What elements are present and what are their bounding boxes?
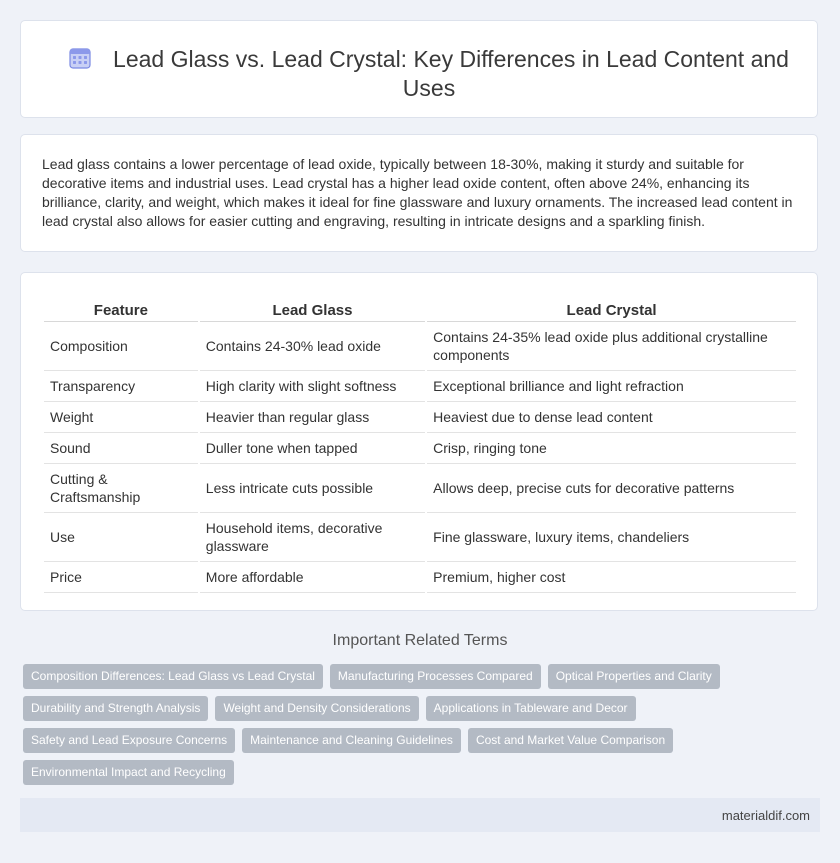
cell-lead-crystal: Exceptional brilliance and light refraction (427, 371, 796, 402)
cell-lead-glass: Duller tone when tapped (200, 433, 425, 464)
footer (20, 798, 820, 832)
cell-lead-crystal: Heaviest due to dense lead content (427, 402, 796, 433)
intro-card (20, 134, 818, 252)
related-tag[interactable]: Manufacturing Processes Compared (330, 664, 541, 689)
cell-lead-glass: More affordable (200, 562, 425, 593)
cell-lead-glass: High clarity with slight softness (200, 371, 425, 402)
related-tags (23, 664, 743, 792)
footer-site-link[interactable]: materialdif.com (721, 808, 810, 823)
cell-lead-crystal: Fine glassware, luxury items, chandeliers (427, 513, 796, 562)
related-tag[interactable]: Environmental Impact and Recycling (23, 760, 234, 785)
header-lead-glass: Lead Glass (200, 293, 425, 322)
related-tag[interactable]: Cost and Market Value Comparison (468, 728, 673, 753)
header-feature: Feature (44, 293, 198, 322)
cell-feature: Sound (44, 433, 198, 464)
cell-lead-glass: Household items, decorative glassware (200, 513, 425, 562)
cell-feature: Transparency (44, 371, 198, 402)
cell-lead-crystal: Crisp, ringing tone (427, 433, 796, 464)
page-title-wrap (61, 45, 797, 103)
table-row (44, 371, 796, 402)
cell-feature: Cutting & Craftsmanship (44, 464, 198, 513)
cell-lead-glass: Less intricate cuts possible (200, 464, 425, 513)
title-card (20, 20, 818, 118)
header-lead-crystal: Lead Crystal (427, 293, 796, 322)
table-row (44, 402, 796, 433)
related-tag[interactable]: Applications in Tableware and Decor (426, 696, 636, 721)
table-row (44, 513, 796, 562)
cell-feature: Use (44, 513, 198, 562)
page-title: Lead Glass vs. Lead Crystal: Key Differences in Lead Content and Uses (113, 46, 789, 101)
intro-paragraph: Lead glass contains a lower percentage of lead oxide, typically between 18-30%, making it sturdy and suitable for decorative items and industrial uses. Lead crystal has a higher lead oxide content, often above 24%, enhancing its brilliance, clarity, and weight, which makes it ideal for fine glassware and luxury ornaments. The increased lead content in lead crystal also allows for easier cutting and engraving, resulting in intricate designs and a sparkling finish. (42, 156, 793, 229)
cell-lead-crystal: Contains 24-35% lead oxide plus additional crystalline components (427, 322, 796, 371)
related-terms-heading: Important Related Terms (332, 632, 508, 649)
related-tag[interactable]: Optical Properties and Clarity (548, 664, 720, 689)
cell-lead-crystal: Allows deep, precise cuts for decorative patterns (427, 464, 796, 513)
related-tag[interactable]: Safety and Lead Exposure Concerns (23, 728, 235, 753)
related-tag[interactable]: Composition Differences: Lead Glass vs Lead Crystal (23, 664, 323, 689)
table-row (44, 562, 796, 593)
related-tag[interactable]: Maintenance and Cleaning Guidelines (242, 728, 461, 753)
table-row (44, 322, 796, 371)
cell-feature: Price (44, 562, 198, 593)
comparison-table (42, 293, 798, 593)
calendar-icon (69, 46, 91, 70)
cell-lead-crystal: Premium, higher cost (427, 562, 796, 593)
comparison-card (20, 272, 818, 611)
related-tag[interactable]: Durability and Strength Analysis (23, 696, 208, 721)
cell-feature: Weight (44, 402, 198, 433)
related-tag[interactable]: Weight and Density Considerations (215, 696, 418, 721)
cell-lead-glass: Contains 24-30% lead oxide (200, 322, 425, 371)
table-row (44, 433, 796, 464)
table-header-row (44, 293, 796, 322)
table-row (44, 464, 796, 513)
cell-lead-glass: Heavier than regular glass (200, 402, 425, 433)
cell-feature: Composition (44, 322, 198, 371)
